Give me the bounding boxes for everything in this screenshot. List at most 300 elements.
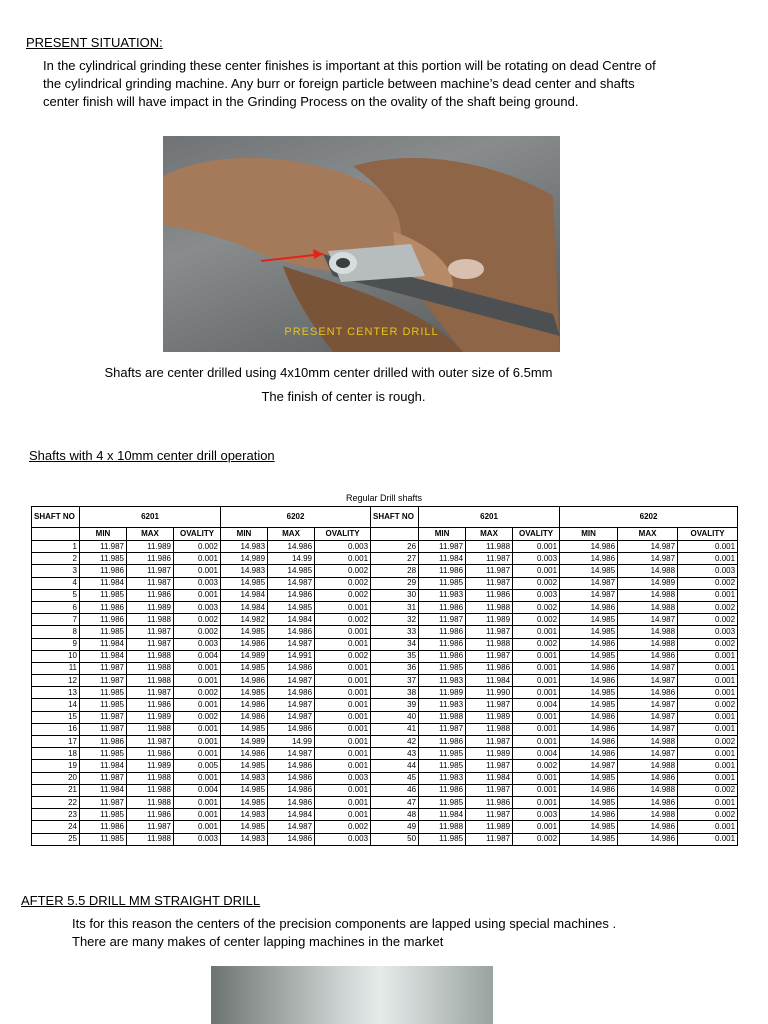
table-cell: 37 bbox=[371, 675, 419, 687]
table-cell: 0.002 bbox=[513, 601, 560, 613]
table-cell: 11.986 bbox=[127, 748, 174, 760]
table-cell: 0.001 bbox=[678, 833, 738, 845]
table-cell: 0.004 bbox=[174, 650, 221, 662]
table-cell: 14 bbox=[32, 699, 80, 711]
table-cell: 36 bbox=[371, 662, 419, 674]
table-cell: 14.986 bbox=[268, 687, 315, 699]
table-cell: 0.001 bbox=[513, 772, 560, 784]
table-cell: 27 bbox=[371, 553, 419, 565]
table-cell: 0.001 bbox=[174, 675, 221, 687]
table-cell: 14.99 bbox=[268, 736, 315, 748]
table-cell: 11.986 bbox=[127, 699, 174, 711]
table-cell: 14.986 bbox=[560, 553, 618, 565]
table-cell: 11.985 bbox=[80, 809, 127, 821]
table-cell: 39 bbox=[371, 699, 419, 711]
photo-illustration bbox=[163, 136, 560, 352]
table-cell: 0.003 bbox=[174, 601, 221, 613]
table-cell: 11.990 bbox=[466, 687, 513, 699]
table-cell: 11.988 bbox=[127, 662, 174, 674]
subheader-min: MIN bbox=[560, 528, 618, 541]
table-cell: 11.984 bbox=[419, 553, 466, 565]
table-row bbox=[32, 662, 738, 674]
table-cell: 19 bbox=[32, 760, 80, 772]
table-row bbox=[32, 553, 738, 565]
table-subheader-row bbox=[32, 528, 738, 541]
table-cell: 0.001 bbox=[315, 809, 371, 821]
table-cell: 0.001 bbox=[513, 565, 560, 577]
table-cell: 0.003 bbox=[315, 833, 371, 845]
table-cell: 18 bbox=[32, 748, 80, 760]
table-cell: 14.986 bbox=[268, 723, 315, 735]
table-cell: 14.984 bbox=[268, 809, 315, 821]
table-cell: 14.987 bbox=[268, 638, 315, 650]
table-cell: 14.984 bbox=[268, 614, 315, 626]
table-cell: 0.001 bbox=[174, 589, 221, 601]
table-cell: 0.001 bbox=[315, 736, 371, 748]
table-cell: 11.984 bbox=[466, 675, 513, 687]
table-cell: 11.985 bbox=[419, 577, 466, 589]
table-cell: 11.987 bbox=[80, 723, 127, 735]
table-cell: 0.001 bbox=[174, 553, 221, 565]
table-cell: 11.987 bbox=[466, 699, 513, 711]
table-cell: 11.987 bbox=[80, 662, 127, 674]
table-cell: 14.987 bbox=[618, 699, 678, 711]
table-cell: 11.983 bbox=[419, 675, 466, 687]
table-cell: 11.986 bbox=[127, 553, 174, 565]
paragraph-line: center finish will have impact in the Grinding Process on the ovality of the shaft being ground. bbox=[43, 94, 579, 109]
table-cell: 26 bbox=[371, 541, 419, 553]
table-row bbox=[32, 565, 738, 577]
table-cell: 11.985 bbox=[80, 626, 127, 638]
table-cell: 14.985 bbox=[560, 796, 618, 808]
table-cell: 0.001 bbox=[678, 675, 738, 687]
table-cell: 14.985 bbox=[221, 796, 268, 808]
table-cell: 0.001 bbox=[513, 723, 560, 735]
table-cell: 0.002 bbox=[678, 736, 738, 748]
table-row bbox=[32, 650, 738, 662]
table-row bbox=[32, 736, 738, 748]
table-cell: 11.988 bbox=[419, 821, 466, 833]
table-cell: 11.984 bbox=[80, 577, 127, 589]
table-cell: 14.983 bbox=[221, 809, 268, 821]
paragraph-line: the cylindrical grinding machine. Any burr or foreign particle between machine’s dead center and shafts bbox=[43, 76, 635, 91]
table-cell: 14.983 bbox=[221, 565, 268, 577]
table-cell: 0.001 bbox=[513, 626, 560, 638]
table-cell: 14.987 bbox=[268, 699, 315, 711]
table-cell: 11.984 bbox=[80, 650, 127, 662]
table-cell: 0.001 bbox=[174, 662, 221, 674]
table-cell: 17 bbox=[32, 736, 80, 748]
table-cell: 0.001 bbox=[513, 662, 560, 674]
table-cell: 14.985 bbox=[560, 772, 618, 784]
table-cell: 11.989 bbox=[127, 711, 174, 723]
table-cell: 11.986 bbox=[127, 589, 174, 601]
table-cell: 11.984 bbox=[80, 784, 127, 796]
table-cell: 14.988 bbox=[618, 809, 678, 821]
table-cell: 14.986 bbox=[221, 711, 268, 723]
table-cell: 11.988 bbox=[419, 711, 466, 723]
table-cell: 14.983 bbox=[221, 772, 268, 784]
table-caption: Regular Drill shafts bbox=[345, 493, 423, 503]
table-cell: 11.984 bbox=[80, 638, 127, 650]
table-cell: 0.001 bbox=[174, 748, 221, 760]
table-cell: 14.988 bbox=[618, 601, 678, 613]
table-row bbox=[32, 784, 738, 796]
table-cell: 11.987 bbox=[80, 675, 127, 687]
table-header-row bbox=[32, 507, 738, 528]
subheader-ovality: OVALITY bbox=[513, 528, 560, 541]
table-cell: 0.002 bbox=[174, 541, 221, 553]
table-cell: 43 bbox=[371, 748, 419, 760]
table-cell: 14.986 bbox=[618, 650, 678, 662]
table-row bbox=[32, 638, 738, 650]
table-cell: 45 bbox=[371, 772, 419, 784]
table-cell: 11.987 bbox=[80, 711, 127, 723]
table-cell: 14.986 bbox=[560, 748, 618, 760]
table-cell: 14.986 bbox=[268, 784, 315, 796]
subheader-empty bbox=[32, 528, 80, 541]
table-cell: 11.988 bbox=[127, 650, 174, 662]
table-cell: 14.987 bbox=[268, 577, 315, 589]
table-cell: 11.983 bbox=[419, 589, 466, 601]
table-cell: 0.001 bbox=[315, 723, 371, 735]
paragraph-present bbox=[43, 57, 703, 111]
table-cell: 11.989 bbox=[419, 687, 466, 699]
table-cell: 11.987 bbox=[466, 650, 513, 662]
paragraph-line: In the cylindrical grinding these center finishes is important at this portion will be rotating on dead Centre of bbox=[43, 58, 656, 73]
table-row bbox=[32, 699, 738, 711]
table-cell: 3 bbox=[32, 565, 80, 577]
table-cell: 11.988 bbox=[466, 601, 513, 613]
header-6201: 6201 bbox=[80, 507, 221, 528]
table-cell: 0.002 bbox=[513, 833, 560, 845]
table-cell: 11.985 bbox=[419, 662, 466, 674]
table-cell: 14.99 bbox=[268, 553, 315, 565]
table-cell: 14.986 bbox=[268, 760, 315, 772]
table-cell: 11.985 bbox=[80, 553, 127, 565]
table-cell: 0.001 bbox=[678, 589, 738, 601]
table-cell: 14.986 bbox=[268, 833, 315, 845]
table-row bbox=[32, 614, 738, 626]
table-cell: 0.001 bbox=[513, 796, 560, 808]
table-cell: 11.986 bbox=[419, 736, 466, 748]
table-cell: 0.001 bbox=[315, 711, 371, 723]
table-cell: 0.001 bbox=[513, 736, 560, 748]
table-cell: 6 bbox=[32, 601, 80, 613]
table-cell: 14.985 bbox=[560, 565, 618, 577]
table-cell: 11.989 bbox=[466, 614, 513, 626]
table-cell: 14.987 bbox=[560, 760, 618, 772]
table-cell: 14.986 bbox=[560, 541, 618, 553]
table-cell: 25 bbox=[32, 833, 80, 845]
table-cell: 11.988 bbox=[466, 541, 513, 553]
table-cell: 11.988 bbox=[466, 638, 513, 650]
table-cell: 0.001 bbox=[513, 541, 560, 553]
table-cell: 11.987 bbox=[80, 541, 127, 553]
table-cell: 9 bbox=[32, 638, 80, 650]
drill-description: Shafts are center drilled using 4x10mm center drilled with outer size of 6.5mm bbox=[104, 365, 553, 380]
table-cell: 14.988 bbox=[618, 736, 678, 748]
ovality-table bbox=[31, 506, 737, 846]
table-cell: 14.985 bbox=[221, 577, 268, 589]
table-row bbox=[32, 577, 738, 589]
table-cell: 0.001 bbox=[678, 650, 738, 662]
table-cell: 0.001 bbox=[678, 723, 738, 735]
table-cell: 0.001 bbox=[315, 760, 371, 772]
table-cell: 11.986 bbox=[466, 662, 513, 674]
table-cell: 14.986 bbox=[618, 821, 678, 833]
table-cell: 0.001 bbox=[315, 626, 371, 638]
table-cell: 14.985 bbox=[560, 614, 618, 626]
table-cell: 0.001 bbox=[678, 796, 738, 808]
table-cell: 11.987 bbox=[80, 796, 127, 808]
table-cell: 0.001 bbox=[513, 784, 560, 796]
table-cell: 14.986 bbox=[560, 638, 618, 650]
table-cell: 14.988 bbox=[618, 626, 678, 638]
table-cell: 0.001 bbox=[678, 760, 738, 772]
subheader-min: MIN bbox=[80, 528, 127, 541]
table-cell: 30 bbox=[371, 589, 419, 601]
paragraph-line: Its for this reason the centers of the precision components are lapped using special machines . bbox=[72, 916, 617, 931]
subheader-empty bbox=[371, 528, 419, 541]
subheader-min: MIN bbox=[221, 528, 268, 541]
table-cell: 40 bbox=[371, 711, 419, 723]
table-cell: 14.987 bbox=[618, 748, 678, 760]
table-cell: 0.003 bbox=[174, 577, 221, 589]
table-cell: 11.988 bbox=[466, 723, 513, 735]
paragraph-after bbox=[72, 915, 712, 951]
table-cell: 0.004 bbox=[513, 699, 560, 711]
table-cell: 0.002 bbox=[315, 589, 371, 601]
table-cell: 14.986 bbox=[221, 638, 268, 650]
table-cell: 46 bbox=[371, 784, 419, 796]
table-cell: 11.983 bbox=[419, 699, 466, 711]
table-cell: 7 bbox=[32, 614, 80, 626]
table-cell: 0.001 bbox=[315, 748, 371, 760]
table-cell: 0.001 bbox=[678, 553, 738, 565]
table-cell: 33 bbox=[371, 626, 419, 638]
table-cell: 11.984 bbox=[419, 809, 466, 821]
table-cell: 11.987 bbox=[466, 553, 513, 565]
table-cell: 14.986 bbox=[618, 687, 678, 699]
table-cell: 14.986 bbox=[268, 772, 315, 784]
subheader-max: MAX bbox=[618, 528, 678, 541]
table-cell: 0.002 bbox=[174, 711, 221, 723]
table-cell: 11.988 bbox=[127, 675, 174, 687]
table-cell: 14.987 bbox=[268, 821, 315, 833]
table-cell: 0.001 bbox=[678, 711, 738, 723]
table-cell: 11.986 bbox=[466, 589, 513, 601]
table-cell: 11.987 bbox=[127, 687, 174, 699]
table-cell: 11.987 bbox=[127, 565, 174, 577]
table-cell: 11.986 bbox=[419, 601, 466, 613]
table-cell: 0.001 bbox=[315, 675, 371, 687]
table-cell: 14.984 bbox=[221, 601, 268, 613]
table-cell: 14.985 bbox=[560, 833, 618, 845]
finish-description: The finish of center is rough. bbox=[261, 389, 426, 404]
table-cell: 11.989 bbox=[466, 821, 513, 833]
table-cell: 11.988 bbox=[127, 784, 174, 796]
table-cell: 14.986 bbox=[560, 675, 618, 687]
table-cell: 11.985 bbox=[80, 589, 127, 601]
table-cell: 4 bbox=[32, 577, 80, 589]
table-cell: 14.987 bbox=[618, 541, 678, 553]
table-cell: 0.002 bbox=[174, 626, 221, 638]
table-cell: 14.986 bbox=[618, 796, 678, 808]
table-cell: 0.002 bbox=[513, 760, 560, 772]
table-cell: 11.986 bbox=[419, 638, 466, 650]
table-cell: 14.987 bbox=[560, 577, 618, 589]
table-cell: 14.985 bbox=[560, 626, 618, 638]
table-cell: 14.982 bbox=[221, 614, 268, 626]
table-cell: 32 bbox=[371, 614, 419, 626]
table-cell: 11.985 bbox=[419, 796, 466, 808]
table-cell: 11.988 bbox=[127, 723, 174, 735]
table-cell: 47 bbox=[371, 796, 419, 808]
table-cell: 29 bbox=[371, 577, 419, 589]
table-cell: 0.001 bbox=[678, 687, 738, 699]
table-cell: 0.002 bbox=[678, 784, 738, 796]
photo-caption: PRESENT CENTER DRILL bbox=[284, 326, 439, 338]
table-cell: 0.002 bbox=[678, 577, 738, 589]
table-cell: 11.987 bbox=[466, 577, 513, 589]
table-cell: 0.002 bbox=[174, 614, 221, 626]
table-cell: 49 bbox=[371, 821, 419, 833]
table-cell: 11.987 bbox=[466, 809, 513, 821]
table-cell: 14.986 bbox=[268, 662, 315, 674]
table-cell: 24 bbox=[32, 821, 80, 833]
table-cell: 11.983 bbox=[419, 772, 466, 784]
table-cell: 11.986 bbox=[419, 650, 466, 662]
table-cell: 14.987 bbox=[618, 711, 678, 723]
table-cell: 0.003 bbox=[315, 541, 371, 553]
table-cell: 14.985 bbox=[221, 784, 268, 796]
table-cell: 11.988 bbox=[127, 796, 174, 808]
table-cell: 0.001 bbox=[315, 796, 371, 808]
table-cell: 11.989 bbox=[466, 748, 513, 760]
table-row bbox=[32, 541, 738, 553]
table-cell: 2 bbox=[32, 553, 80, 565]
table-cell: 0.003 bbox=[678, 626, 738, 638]
table-cell: 11.987 bbox=[466, 760, 513, 772]
table-cell: 11.985 bbox=[80, 687, 127, 699]
table-cell: 50 bbox=[371, 833, 419, 845]
table-cell: 14.988 bbox=[618, 760, 678, 772]
table-cell: 11.988 bbox=[127, 772, 174, 784]
paragraph-line: There are many makes of center lapping machines in the market bbox=[72, 934, 444, 949]
table-cell: 11.989 bbox=[127, 601, 174, 613]
subheader-max: MAX bbox=[268, 528, 315, 541]
table-cell: 35 bbox=[371, 650, 419, 662]
table-row bbox=[32, 687, 738, 699]
table-row bbox=[32, 833, 738, 845]
table-cell: 0.002 bbox=[315, 650, 371, 662]
table-cell: 0.002 bbox=[678, 699, 738, 711]
table-cell: 44 bbox=[371, 760, 419, 772]
table-row bbox=[32, 796, 738, 808]
table-cell: 14.986 bbox=[560, 662, 618, 674]
table-cell: 14.986 bbox=[560, 723, 618, 735]
table-cell: 0.001 bbox=[315, 687, 371, 699]
table-cell: 11.987 bbox=[466, 736, 513, 748]
table-cell: 13 bbox=[32, 687, 80, 699]
table-cell: 20 bbox=[32, 772, 80, 784]
table-cell: 0.002 bbox=[678, 614, 738, 626]
table-row bbox=[32, 772, 738, 784]
table-cell: 11.987 bbox=[127, 638, 174, 650]
table-cell: 14.986 bbox=[268, 796, 315, 808]
section-heading-after: AFTER 5.5 DRILL MM STRAIGHT DRILL bbox=[21, 893, 261, 908]
table-row bbox=[32, 748, 738, 760]
table-cell: 14.985 bbox=[221, 626, 268, 638]
table-cell: 14.983 bbox=[221, 541, 268, 553]
table-cell: 14.986 bbox=[221, 699, 268, 711]
table-cell: 11.985 bbox=[80, 833, 127, 845]
table-cell: 0.001 bbox=[174, 809, 221, 821]
table-cell: 38 bbox=[371, 687, 419, 699]
table-cell: 14.989 bbox=[618, 577, 678, 589]
table-cell: 0.001 bbox=[315, 601, 371, 613]
table-cell: 22 bbox=[32, 796, 80, 808]
subheader-max: MAX bbox=[127, 528, 174, 541]
section-heading-present: PRESENT SITUATION: bbox=[26, 35, 163, 50]
table-cell: 0.001 bbox=[513, 711, 560, 723]
subheader-ovality: OVALITY bbox=[174, 528, 221, 541]
table-cell: 11.985 bbox=[419, 833, 466, 845]
table-cell: 48 bbox=[371, 809, 419, 821]
table-row bbox=[32, 723, 738, 735]
table-cell: 14.986 bbox=[268, 589, 315, 601]
table-cell: 11.987 bbox=[466, 626, 513, 638]
table-cell: 11.987 bbox=[466, 833, 513, 845]
table-cell: 14.986 bbox=[268, 541, 315, 553]
table-cell: 23 bbox=[32, 809, 80, 821]
table-cell: 11.987 bbox=[419, 614, 466, 626]
table-cell: 12 bbox=[32, 675, 80, 687]
table-cell: 11.986 bbox=[80, 601, 127, 613]
table-cell: 11.988 bbox=[127, 833, 174, 845]
table-cell: 14.986 bbox=[618, 772, 678, 784]
table-cell: 0.002 bbox=[513, 638, 560, 650]
table-cell: 0.003 bbox=[513, 809, 560, 821]
header-shaft-no: SHAFT NO bbox=[371, 507, 419, 528]
table-row bbox=[32, 760, 738, 772]
table-cell: 15 bbox=[32, 711, 80, 723]
table-cell: 16 bbox=[32, 723, 80, 735]
table-cell: 0.005 bbox=[174, 760, 221, 772]
table-cell: 31 bbox=[371, 601, 419, 613]
table-cell: 14.991 bbox=[268, 650, 315, 662]
table-cell: 0.002 bbox=[315, 821, 371, 833]
table-row bbox=[32, 711, 738, 723]
table-cell: 34 bbox=[371, 638, 419, 650]
table-cell: 14.988 bbox=[618, 784, 678, 796]
table-cell: 11.986 bbox=[419, 784, 466, 796]
table-cell: 14.986 bbox=[560, 784, 618, 796]
subheader-ovality: OVALITY bbox=[678, 528, 738, 541]
table-cell: 0.003 bbox=[174, 833, 221, 845]
table-cell: 11.987 bbox=[419, 541, 466, 553]
table-cell: 0.004 bbox=[513, 748, 560, 760]
table-cell: 14.987 bbox=[268, 748, 315, 760]
table-cell: 11.986 bbox=[80, 565, 127, 577]
table-cell: 11.987 bbox=[466, 784, 513, 796]
table-cell: 11 bbox=[32, 662, 80, 674]
table-cell: 14.985 bbox=[560, 687, 618, 699]
table-cell: 14.989 bbox=[221, 650, 268, 662]
table-cell: 0.001 bbox=[678, 772, 738, 784]
table-cell: 0.003 bbox=[513, 553, 560, 565]
